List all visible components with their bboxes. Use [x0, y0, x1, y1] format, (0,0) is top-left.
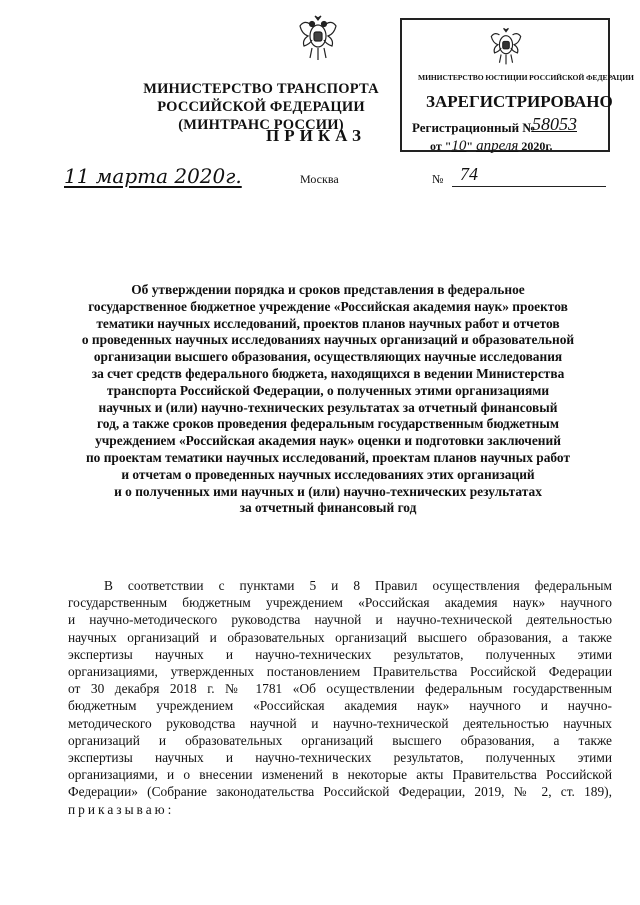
- stamp-reg-label: Регистрационный №: [412, 120, 536, 135]
- body-line: организациями, и о внесении изменений в некоторые акты Правительства Российской: [68, 767, 612, 783]
- number-label: №: [432, 172, 444, 186]
- title-line: и отчетам о проведенных научных исследованиях этих организаций: [121, 466, 535, 482]
- title-line: учреждением «Российская академия наук» оценки и подготовки заключений: [95, 433, 561, 449]
- title-line: Об утверждении порядка и сроков представления в федеральное: [131, 282, 525, 297]
- title-line: научных и (или) научно-технических результатах за отчетный финансовый: [98, 399, 558, 415]
- body-line: организаций и образовательных организаций высшего образования, а также: [68, 732, 612, 748]
- ministry-short-name: (МИНТРАНС РОССИИ): [178, 117, 344, 133]
- stamp-reg-number: 58053: [532, 114, 577, 134]
- title-line: по проектам тематики научных исследований, проектам планов научных работ: [85, 449, 571, 465]
- stamp-coat-of-arms-icon: [488, 26, 524, 70]
- stamp-title: МИНИСТЕРСТВО ЮСТИЦИИ РОССИЙСКОЙ ФЕДЕРАЦИИ: [418, 73, 634, 82]
- title-line: тематики научных исследований, проектов планов научных работ и отчетов: [96, 315, 560, 331]
- title-line: о проведенных научных исследованиях научных организаций и образовательной: [81, 332, 575, 348]
- stamp-date-month: апреля: [476, 138, 519, 154]
- ministry-name: МИНИСТЕРСТВО ТРАНСПОРТА РОССИЙСКОЙ ФЕДЕРАЦИИ: [143, 81, 379, 115]
- stamp-date-prefix: от ": [430, 139, 452, 153]
- order-number: 74: [460, 164, 478, 184]
- order-title: [68, 282, 588, 517]
- registration-stamp: [400, 18, 634, 154]
- body-line: от 30 декабря 2018 г. № 1781 «Об осуществлении федеральным государственным: [68, 681, 612, 697]
- body-line: бюджетным учреждением «Российская академия наук» научного и научно-: [68, 698, 612, 714]
- title-line: за отчетный финансовый год: [239, 500, 417, 516]
- title-line: и о полученных ими научных и (или) научно-технических результатах: [114, 483, 542, 499]
- title-line: транспорта Российской Федерации, о полученных этими организациями: [106, 382, 550, 398]
- stamp-date-year: 2020г.: [521, 139, 553, 153]
- stamp-date-mid: ": [466, 139, 474, 153]
- body-line: государственным бюджетным учреждением «Российская академия наук» научного: [68, 595, 612, 611]
- body-line: Федерации» (Собрание законодательства Российской Федерации, 2019, № 2, ст. 189),: [68, 784, 612, 800]
- body-line: организациями, утвержденных постановлением Правительства Российской Федерации: [68, 664, 612, 680]
- title-line: год, а также сроков проведения федеральным государственным бюджетным: [97, 416, 559, 432]
- title-line: за счет средств федерального бюджета, находящихся в ведении Министерства: [91, 365, 565, 381]
- document-type: ПРИКАЗ: [266, 126, 366, 145]
- coat-of-arms-icon: [296, 14, 340, 66]
- title-line: государственное бюджетное учреждение «Российская академия наук» проектов: [88, 298, 568, 314]
- body-line: экспертизы научных и научно-технических результатов, полученных этими: [68, 750, 612, 766]
- city: Москва: [300, 172, 339, 186]
- body-line: и научно-методического руководства научной и научно-технической деятельностью: [68, 612, 612, 628]
- ministry-header: [96, 80, 426, 134]
- number-underline: [452, 186, 606, 187]
- stamp-date-day: 10: [451, 138, 467, 154]
- body-line: экспертизы научных и научно-технических результатов, полученных этими: [68, 646, 612, 662]
- body-line: В соответствии с пунктами 5 и 8 Правил осуществления федеральным: [104, 578, 612, 593]
- stamp-date: [430, 138, 553, 155]
- title-line: организации высшего образования, осуществляющих научные исследования: [93, 349, 563, 365]
- body-paragraph: [68, 577, 612, 818]
- closing-word: приказываю:: [68, 801, 175, 817]
- stamp-registered: ЗАРЕГИСТРИРОВАНО: [426, 92, 613, 111]
- body-line: методического руководства научной и научно-технической деятельностью научных: [68, 715, 612, 731]
- body-line: научных организаций и образовательных организаций высшего образования, а также: [68, 629, 612, 645]
- order-date: 11 марта 2020г.: [64, 164, 242, 188]
